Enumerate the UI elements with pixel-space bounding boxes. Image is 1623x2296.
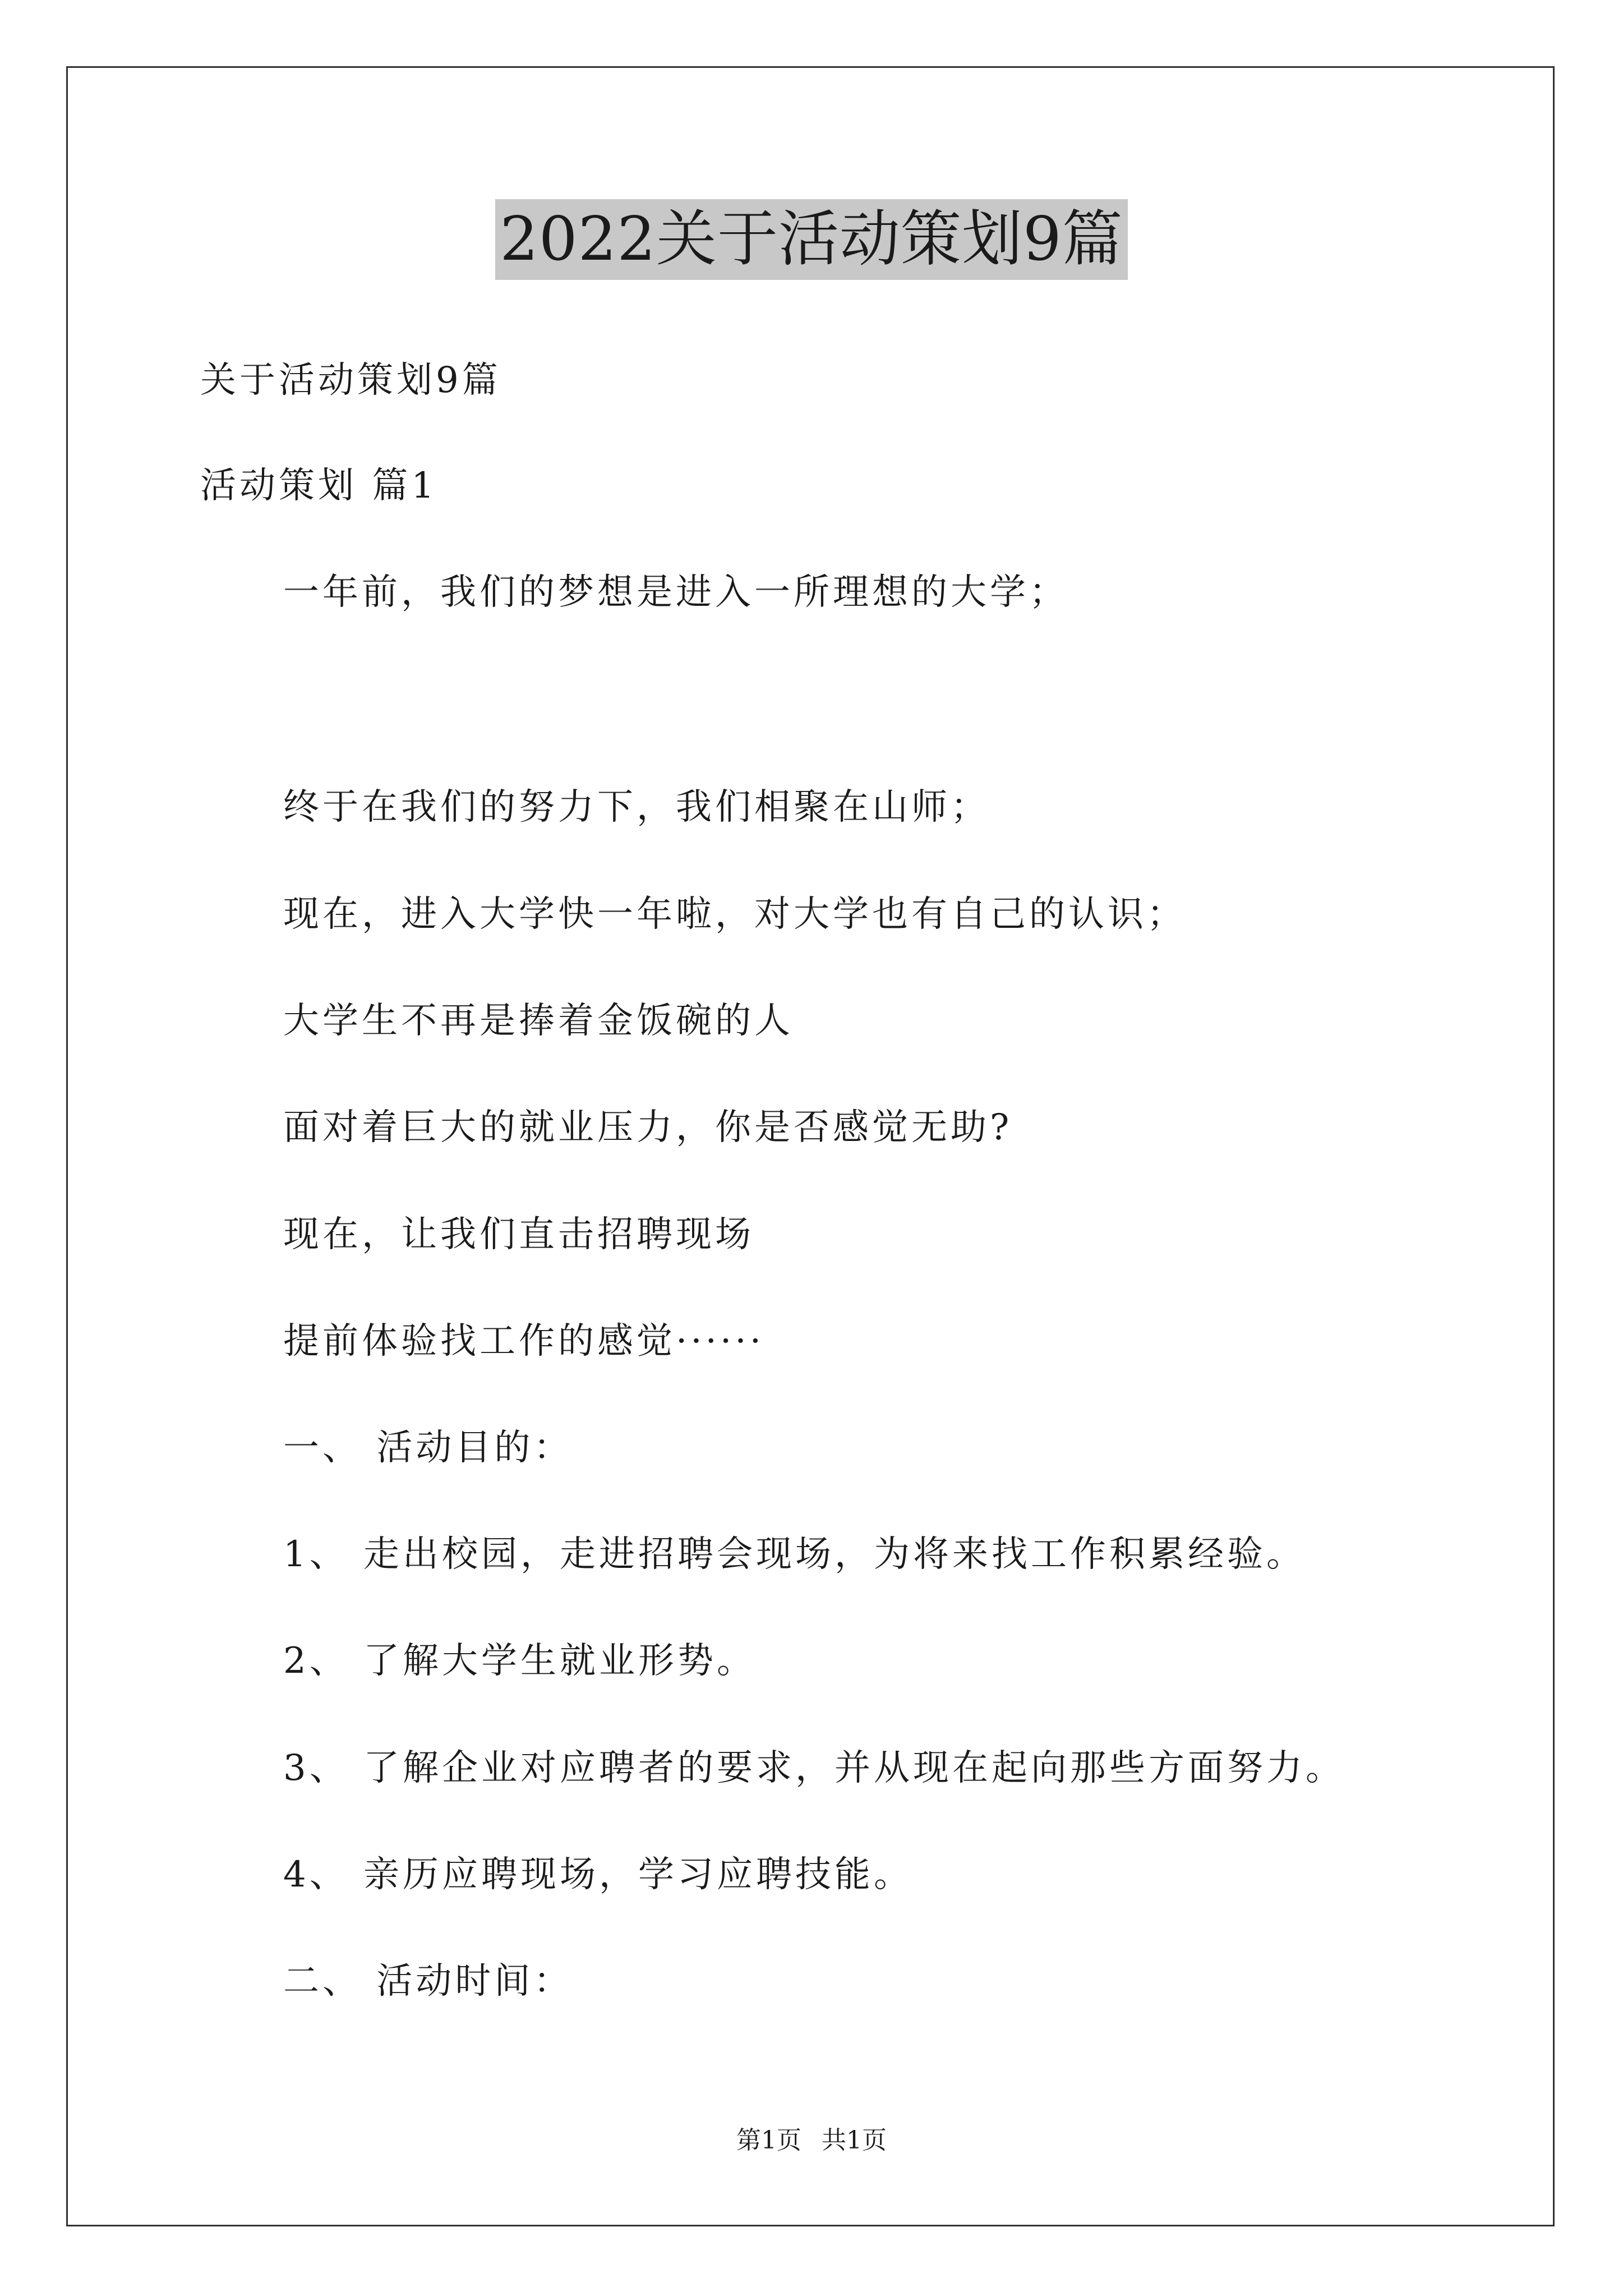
section-item: 一、 活动目的： (283, 1427, 573, 1469)
paragraph: 面对着巨大的就业压力，你是否感觉无助? (283, 1107, 1013, 1148)
list-item: 3、 了解企业对应聘者的要求，并从现在起向那些方面努力。 (283, 1747, 1345, 1789)
title-container (0, 199, 1623, 280)
list-item: 2、 了解大学生就业形势。 (283, 1640, 757, 1682)
paragraph: 现在，进入大学快一年啦，对大学也有自己的认识； (283, 894, 1186, 935)
page-number: 第1页 (736, 2126, 801, 2155)
section-item: 二、 活动时间： (283, 1961, 573, 2002)
section-heading: 活动策划 篇1 (200, 465, 438, 507)
list-item: 4、 亲历应聘现场，学习应聘技能。 (283, 1854, 914, 1895)
paragraph: 现在，让我们直击招聘现场 (283, 1214, 754, 1255)
list-item: 1、 走出校园，走进招聘会现场，为将来找工作积累经验。 (283, 1534, 1306, 1575)
paragraph: 提前体验找工作的感觉······ (283, 1320, 765, 1362)
document-title: 2022关于活动策划9篇 (495, 199, 1128, 280)
page-total: 共1页 (822, 2126, 887, 2155)
paragraph: 大学生不再是捧着金饭碗的人 (283, 1000, 794, 1042)
document-subtitle: 关于活动策划9篇 (200, 360, 501, 401)
paragraph: 一年前，我们的梦想是进入一所理想的大学； (283, 572, 1068, 613)
page-footer (0, 2125, 1623, 2156)
paragraph: 终于在我们的努力下，我们相聚在山师； (283, 786, 990, 828)
